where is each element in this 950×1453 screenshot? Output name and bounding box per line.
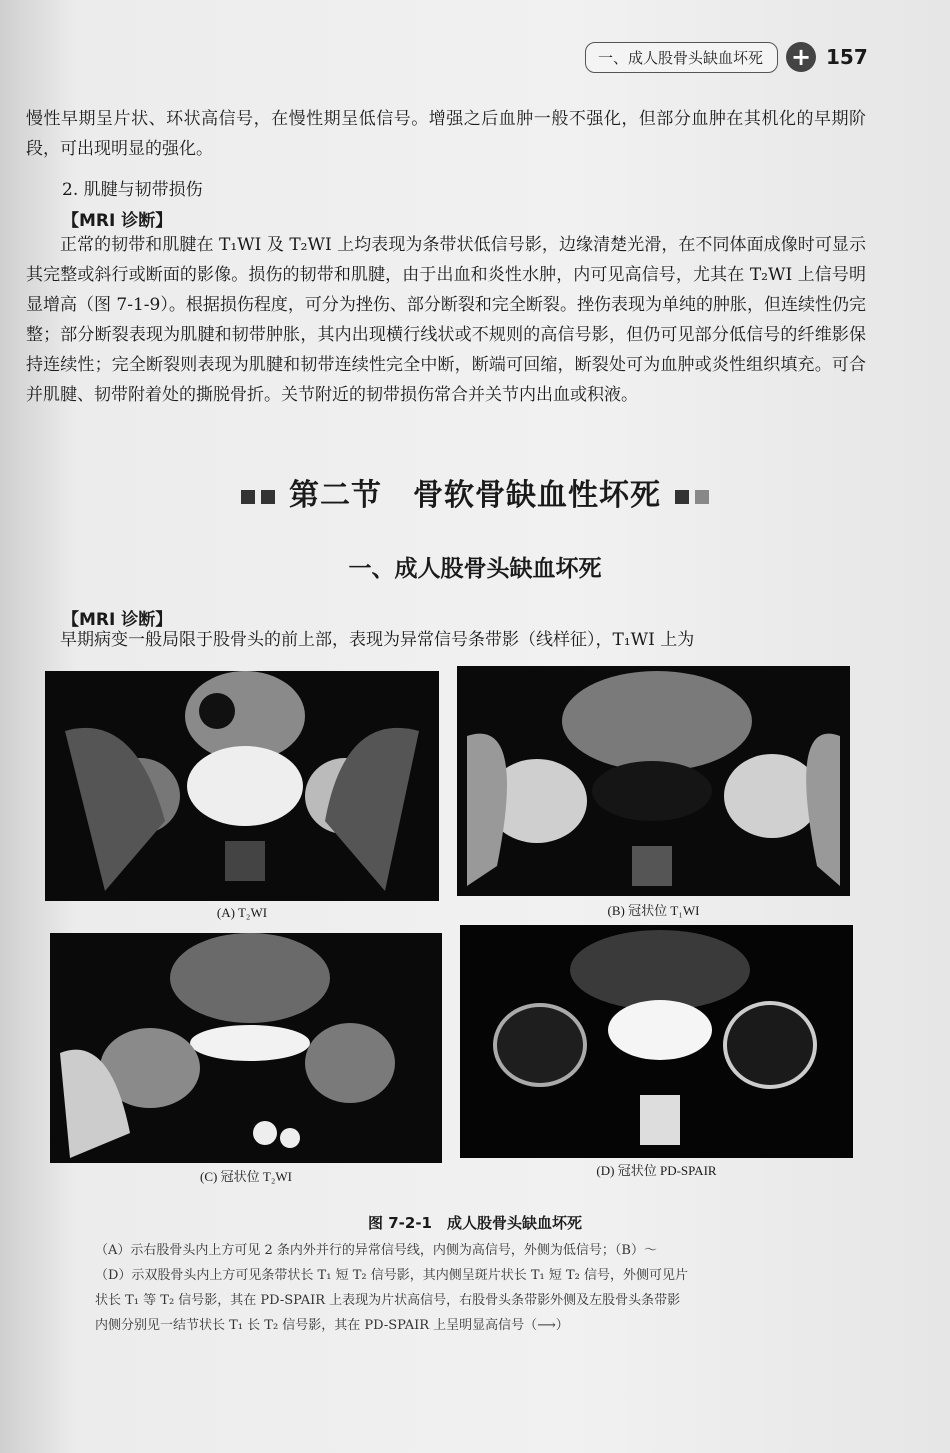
figure-caption-line: 内侧分别见一结节状长 T₁ 长 T₂ 信号影，其在 PD-SPAIR 上呈明显高信号（⟶） [95, 1318, 569, 1333]
mri-diagnosis-label: 【MRI 诊断】 [62, 211, 173, 231]
square-icon [261, 490, 275, 504]
page-number: 157 [826, 45, 868, 69]
square-icon [675, 490, 689, 504]
mri-image-c [50, 933, 442, 1163]
figure-caption-line: 状长 T₁ 等 T₂ 信号影，其在 PD-SPAIR 上表现为片状高信号，右股骨头条带影外侧及左股骨头条带影 [95, 1293, 681, 1308]
running-header [585, 40, 868, 74]
section-title [0, 470, 950, 514]
section-tab: 一、成人股骨头缺血坏死 [585, 42, 778, 73]
paragraph-hematoma: 慢性早期呈片状、环状高信号，在慢性期呈低信号。增强之后血肿一般不强化，但部分血肿在其机化的早期阶段，可出现明显的强化。 [26, 109, 866, 159]
subsection-title: 一、成人股骨头缺血坏死 [348, 555, 602, 582]
mri-image-a [45, 671, 439, 901]
mri-image-d [460, 925, 853, 1158]
paragraph-tendon-ligament: 正常的韧带和肌腱在 T₁WI 及 T₂WI 上均表现为条带状低信号影，边缘清楚光滑，在不同体面成像时可显示其完整或斜行或断面的影像。损伤的韧带和肌腱，由于出血和炎性水肿，内可见高信号，尤其在 T₂WI 上信号明显增高（图 7-1-9）。根据损伤程度，可分为挫伤、部分断裂和完全断裂。挫伤表现为单纯的肿胀，但连续性仍完整；部分断裂表现为肌腱和韧带肿胀，其内出现横行线状或不规则的高信号影，但仍可见部分低信号的纤维影保持连续性；完全断裂则表现为肌腱和韧带连续性完全中断，断端可回缩，断裂处可为血肿或炎性组织填充。可合并肌腱、韧带附着处的撕脱骨折。关节附近的韧带损伤常合并关节内出血或积液。 [26, 235, 866, 405]
section-title-text: 第二节 骨软骨缺血性坏死 [289, 478, 661, 513]
mri-diagnosis-label: 【MRI 诊断】 [62, 610, 173, 630]
figure-caption-line: （D）示双股骨头内上方可见条带状长 T₁ 短 T₂ 信号影，其内侧呈斑片状长 T₁ 短 T₂ 信号，外侧可见片 [95, 1268, 689, 1283]
subheading-tendon-ligament: 2. 肌腱与韧带损伤 [62, 180, 203, 200]
plus-icon: + [786, 42, 816, 72]
square-icon [241, 490, 255, 504]
figure-d-label: (D) 冠状位 PD-SPAIR [596, 1163, 717, 1178]
square-icon [695, 490, 709, 504]
figure-a-label: (A) T₂WI [216, 905, 268, 920]
paragraph-early-lesion: 早期病变一般局限于股骨头的前上部，表现为异常信号条带影（线样征），T₁WI 上为 [60, 630, 695, 650]
figure-caption-line: （A）示右股骨头内上方可见 2 条内外并行的异常信号线，内侧为高信号，外侧为低信号；（B）～ [95, 1243, 657, 1258]
mri-image-b [457, 666, 850, 896]
figure-c-label: (C) 冠状位 T₂WI [200, 1169, 292, 1184]
figure-b-label: (B) 冠状位 T₁WI [607, 903, 700, 918]
figure-caption-title: 图 7-2-1 成人股骨头缺血坏死 [368, 1214, 582, 1232]
